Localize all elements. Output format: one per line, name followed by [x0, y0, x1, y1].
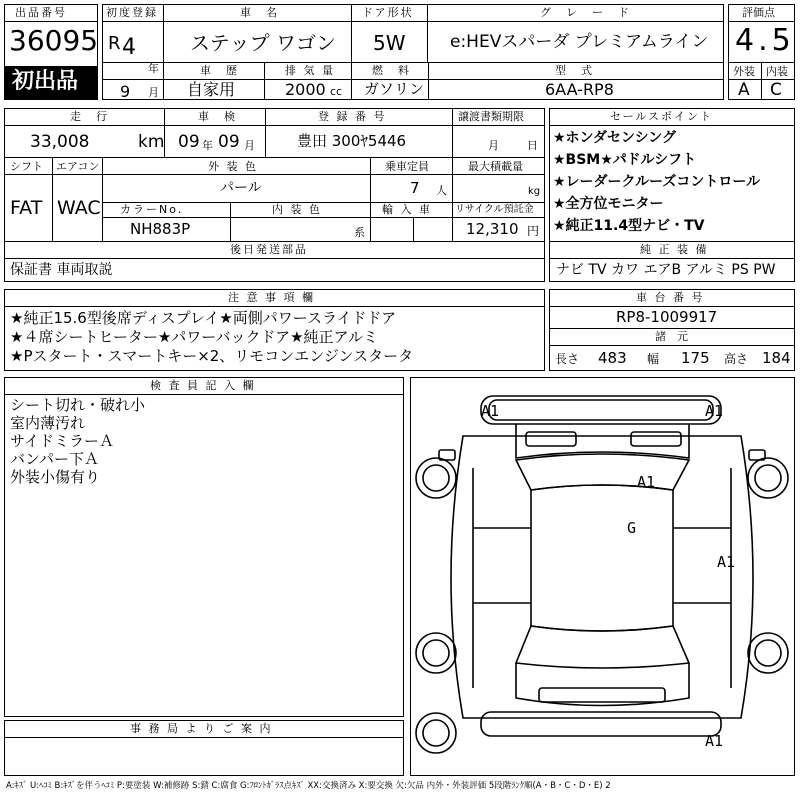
score: 4.5	[735, 23, 795, 58]
capacity: 7	[410, 179, 420, 197]
inspection-label: 車 検	[198, 110, 237, 123]
fuel-label: 燃 料	[372, 64, 411, 77]
equipment: ナビ TV カワ エアB アルミ PS PW	[556, 262, 776, 278]
length-label: 長さ	[555, 352, 580, 366]
int-color-label: 内 装 色	[272, 203, 322, 216]
damage-mark: A1	[705, 402, 724, 420]
damage-mark: A1	[705, 732, 724, 750]
ext-label: 外装	[733, 65, 755, 78]
damage-mark: G	[627, 519, 637, 537]
ext-color-label: 外 装 色	[208, 160, 258, 173]
inspector-line: シート切れ・破れ小	[10, 396, 146, 414]
sales-point: ★BSM★パドルシフト	[553, 152, 697, 168]
width-label: 幅	[647, 352, 660, 366]
shift: FAT	[10, 197, 43, 219]
note-line: ★純正15.6型後席ディスプレイ★両側パワースライドドア	[10, 309, 397, 327]
mileage-unit: km	[138, 132, 165, 152]
color-no: NH883P	[130, 220, 191, 238]
door-label: ドア形状	[362, 6, 414, 19]
later-parts-label: 後日発送部品	[230, 243, 308, 256]
color-no-label: カラーNo.	[120, 203, 184, 216]
damage-mark: A1	[717, 553, 736, 571]
damage-mark: A1	[481, 402, 500, 420]
insp-month: 09	[218, 132, 240, 152]
note-line: ★４席シートヒーター★パワーバックドア★純正アルミ	[10, 328, 378, 346]
transfer-day: 日	[527, 139, 538, 152]
model: 6AA-RP8	[545, 80, 614, 99]
legend: A:ｷｽﾞ U:ﾍｺﾐ B:ｷｽﾞを伴うﾍｺﾐ P:要塗装 W:補修跡 S:錆 C:腐食 G:ﾌﾛﾝﾄｶﾞﾗｽ点ｷｽﾞ XX:交換済み X:要交換 欠:欠品 内外・外装評価 5段階ﾗﾝｸ順(A・B・C・D・E) 2	[6, 781, 611, 791]
era: R	[108, 33, 121, 54]
length: 483	[598, 349, 627, 367]
history: 自家用	[187, 80, 236, 99]
insp-year-unit: 年	[202, 139, 213, 152]
reg-month: 9	[120, 82, 131, 101]
displacement: 2000	[285, 80, 326, 99]
displacement-unit: cc	[330, 85, 343, 98]
recycle: 12,310	[466, 220, 519, 238]
note-line: ★Pスタート・スマートキー×2、リモコンエンジンスタータ	[10, 347, 414, 365]
mileage-label: 走 行	[70, 110, 109, 123]
recycle-label: リサイクル預託金	[455, 204, 534, 215]
max-load-unit: kg	[528, 186, 541, 197]
ac: WAC	[57, 197, 101, 219]
fuel: ガソリン	[364, 80, 425, 98]
dims-label: 諸 元	[655, 330, 688, 343]
height-label: 高さ	[724, 352, 749, 366]
inspector-line: バンパー下Ａ	[10, 450, 99, 468]
mileage: 33,008	[30, 132, 90, 152]
grade: e:HEVスパーダ プレミアムライン	[450, 32, 709, 52]
chassis-number: RP8-1009917	[616, 308, 718, 326]
damage-mark: A1	[637, 473, 656, 491]
insp-month-unit: 月	[244, 139, 255, 152]
lot-number: 36095	[9, 24, 99, 57]
import-label: 輸 入 車	[382, 203, 432, 216]
inspector-line: サイドミラーＡ	[10, 432, 114, 450]
month-unit: 月	[148, 86, 159, 99]
int-grade: C	[770, 80, 782, 100]
equipment-label: 純 正 装 備	[640, 243, 709, 256]
car-diagram	[410, 377, 795, 776]
inspector-label: 検 査 員 記 入 欄	[150, 379, 256, 392]
reg-no-label: 登 録 番 号	[318, 110, 387, 123]
inspector-line: 外装小傷有り	[10, 468, 101, 486]
chassis-label: 車 台 番 号	[636, 291, 705, 304]
later-parts: 保証書 車両取説	[10, 262, 113, 278]
car-outline	[411, 378, 794, 775]
door-type: 5W	[373, 31, 406, 55]
inspector-line: 室内薄汚れ	[10, 414, 86, 432]
recycle-unit: 円	[527, 224, 540, 238]
score-label: 評価点	[742, 6, 775, 19]
int-color-unit: 系	[354, 226, 365, 239]
year-unit: 年	[148, 62, 159, 75]
max-load-label: 最大積載量	[468, 160, 523, 173]
sales-point: ★ホンダセンシング	[553, 130, 677, 146]
capacity-label: 乗車定員	[385, 160, 429, 173]
height: 184	[762, 349, 791, 367]
lot-label: 出品番号	[15, 6, 67, 19]
car-name-label: 車 名	[240, 6, 279, 19]
first-listing-text: 初出品	[12, 69, 79, 94]
sales-points-label: セールスポイント	[610, 110, 714, 123]
transfer-label: 譲渡書類期限	[458, 110, 524, 123]
first-reg-label: 初度登録	[106, 6, 158, 19]
reg-year: 4	[122, 35, 136, 60]
insp-year: 09	[178, 132, 200, 152]
grade-label: グ レ ー ド	[540, 6, 631, 19]
ac-label: エアコン	[56, 160, 100, 173]
capacity-unit: 人	[436, 184, 447, 197]
sales-point: ★純正11.4型ナビ・TV	[553, 218, 705, 234]
int-label: 内装	[766, 65, 788, 78]
transfer-month: 月	[488, 139, 499, 152]
office-label: 事 務 局 よ り ご 案 内	[130, 722, 273, 735]
car-name: ステップ ワゴン	[190, 31, 336, 55]
displacement-label: 排 気 量	[285, 64, 335, 77]
width: 175	[681, 349, 710, 367]
ext-grade: A	[738, 80, 750, 100]
shift-label: シフト	[10, 160, 43, 173]
ext-color: パール	[220, 180, 262, 196]
sales-point: ★レーダークルーズコントロール	[553, 174, 761, 190]
sales-point: ★全方位モニター	[553, 196, 664, 212]
history-label: 車 歴	[200, 64, 239, 77]
notes-label: 注 意 事 項 欄	[228, 291, 315, 304]
model-label: 型 式	[555, 64, 594, 77]
reg-no: 豊田 300ﾔ5446	[297, 132, 407, 150]
